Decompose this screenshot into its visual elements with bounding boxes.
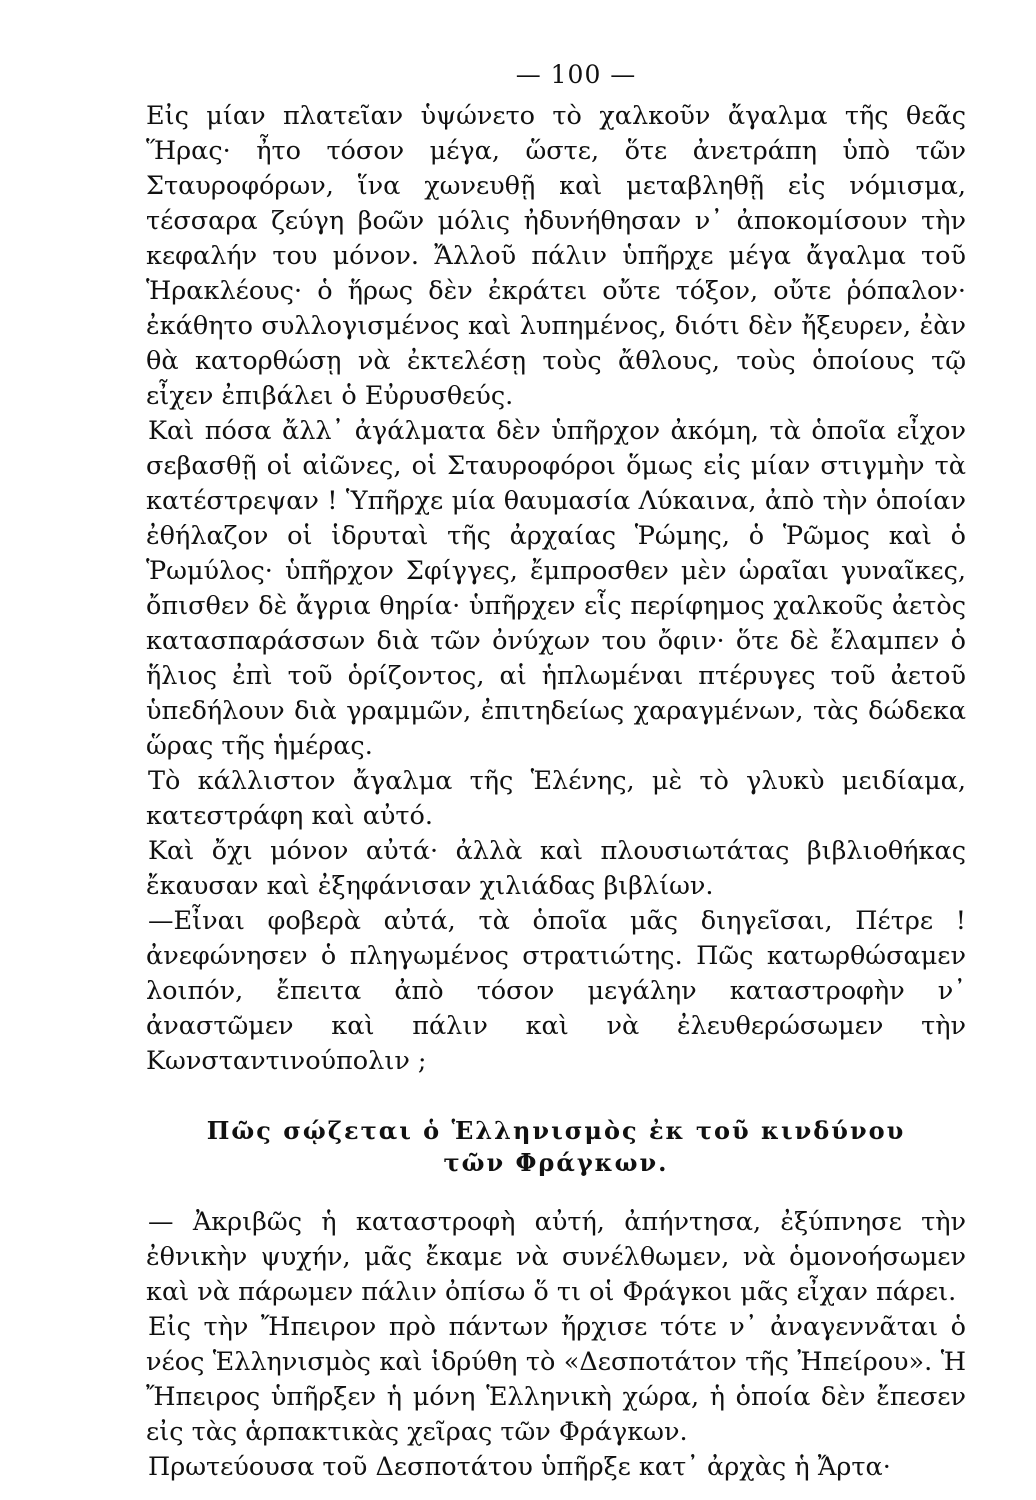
paragraph-destroyed-statues: Καὶ πόσα ἄλλ᾽ ἀγάλματα δὲν ὑπῆρχον ἀκόμη, τὰ ὁποῖα εἶχον σεβασθῇ οἱ αἰῶνες, οἱ Σταυροφόροι ὅμως εἰς μίαν στιγμὴν τὰ κατέστρεψαν ! Ὑπῆρχε μία θαυμασία Λύκαινα, ἀπὸ τὴν ὁποίαν ἐθήλαζον οἱ ἱδρυταὶ τῆς ἀρχαίας Ῥώμης, ὁ Ῥῶμος καὶ ὁ Ῥωμύλος· ὑπῆρχον Σφίγγες, ἔμπροσθεν μὲν ὡραῖαι γυναῖκες, ὄπισθεν δὲ ἄγρια θηρία· ὑπῆρχεν εἷς περίφημος χαλκοῦς ἀετὸς κατασπαράσσων διὰ τῶν ὀνύχων του ὄφιν· ὅτε δὲ ἔλαμπεν ὁ ἥλιος ἐπὶ τοῦ ὁρίζοντος, αἱ ἡπλωμέναι πτέρυγες τοῦ ἀετοῦ ὑπεδήλουν διὰ γραμμῶν, ἐπιτηδείως χαραγμένων, τὰς δώδεκα ὥρας τῆς ἡμέρας. <box>146 416 966 761</box>
page-number: — 100 — <box>515 60 637 89</box>
paragraph-hera-statue: Εἰς μίαν πλατεῖαν ὑψώνετο τὸ χαλκοῦν ἄγαλμα τῆς θεᾶς Ἥρας· ἦτο τόσον μέγα, ὥστε, ὅτε ἀνετράπη ὑπὸ τῶν Σταυροφόρων, ἵνα χωνευθῇ καὶ μεταβληθῇ εἰς νόμισμα, τέσσαρα ζεύγη βοῶν μόλις ἠδυνήθησαν ν᾽ ἀποκομίσουν τὴν κεφαλήν του μόνον. Ἄλλοῦ πάλιν ὑπῆρχε μέγα ἄγαλμα τοῦ Ἡρακλέους· ὁ ἥρως δὲν ἐκράτει οὔτε τόξον, οὔτε ῥόπαλον· ἐκάθητο συλλογισμένος καὶ λυπημένος, διότι δὲν ἤξευρεν, ἐὰν θὰ κατορθώσῃ νὰ ἐκτελέσῃ τοὺς ἄθλους, τοὺς ὁποίους τῷ εἶχεν ἐπιβάλει ὁ Εὐρυσθεύς. <box>146 101 966 411</box>
paragraph-epirus: Εἰς τὴν Ἤπειρον πρὸ πάντων ἤρχισε τότε ν᾽ ἀναγεννᾶται ὁ νέος Ἑλληνισμὸς καὶ ἱδρύθη τὸ «Δεσποτάτον τῆς Ἠπείρου». Ἡ Ἤπειρος ὑπῆρξεν ἡ μόνη Ἑλληνικὴ χώρα, ἡ ὁποία δὲν ἔπεσεν εἰς τὰς ἁρπακτικὰς χεῖρας τῶν Φράγκων. <box>146 1312 966 1447</box>
paragraph-soldier-question: —Εἶναι φοβερὰ αὐτά, τὰ ὁποῖα μᾶς διηγεῖσαι, Πέτρε ! ἀνεφώνησεν ὁ πληγωμένος στρατιώτης. Πῶς κατωρθώσαμεν λοιπόν, ἔπειτα ἀπὸ τόσον μεγάλην καταστροφὴν ν᾽ ἀναστῶμεν καὶ πάλιν καὶ νὰ ἐλευθερώσωμεν τὴν Κωνσταντινούπολιν ; <box>146 906 966 1076</box>
section-heading <box>146 1115 966 1179</box>
paragraph-capital: Πρωτεύουσα τοῦ Δεσποτάτου ὑπῆρξε κατ᾽ ἀρχὰς ἡ Ἄρτα· <box>148 1452 891 1482</box>
section-heading-line-2: τῶν Φράγκων. <box>443 1148 669 1177</box>
paragraph-answer: — Ἀκριβῶς ἡ καταστροφὴ αὐτή, ἀπήντησα, ἐξύπνησε τὴν ἐθνικὴν ψυχήν, μᾶς ἔκαμε νὰ συνέλθωμεν, νὰ ὁμονοήσωμεν καὶ νὰ πάρωμεν πάλιν ὀπίσω ὅ τι οἱ Φράγκοι μᾶς εἶχαν πάρει. <box>146 1207 966 1307</box>
paragraph-helen-statue: Τὸ κάλλιστον ἄγαλμα τῆς Ἑλένης, μὲ τὸ γλυκὺ μειδίαμα, κατεστράφη καὶ αὐτό. <box>146 766 966 831</box>
paragraph-libraries: Καὶ ὄχι μόνον αὐτά· ἀλλὰ καὶ πλουσιωτάτας βιβλιοθήκας ἔκαυσαν καὶ ἐξηφάνισαν χιλιάδας βιβλίων. <box>146 836 966 901</box>
section-heading-line-1: Πῶς σῴζεται ὁ Ἑλληνισμὸς ἐκ τοῦ κινδύνου <box>206 1116 906 1145</box>
